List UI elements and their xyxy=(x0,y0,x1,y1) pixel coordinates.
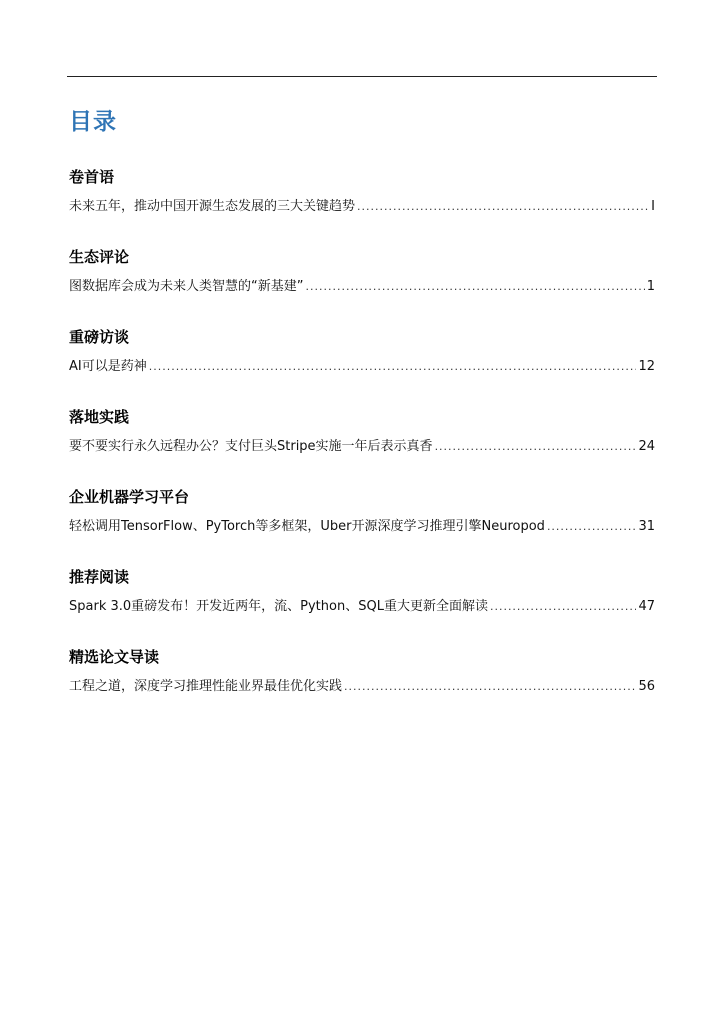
toc-section xyxy=(69,165,655,245)
toc-title: 目录 xyxy=(69,109,117,135)
dot-leader xyxy=(490,597,637,617)
section-heading: 生态评论 xyxy=(69,248,130,266)
toc-entry[interactable] xyxy=(69,197,655,217)
section-heading: 卷首语 xyxy=(69,168,115,186)
entry-title: 工程之道，深度学习推理性能业界最佳优化实践 xyxy=(69,679,343,694)
entry-title: AI可以是药神 xyxy=(69,359,147,374)
entry-title: Spark 3.0重磅发布！开发近两年，流、Python、SQL重大更新全面解读 xyxy=(69,599,488,614)
section-heading: 重磅访谈 xyxy=(69,328,130,346)
dot-leader xyxy=(435,437,637,457)
toc-section xyxy=(69,325,655,405)
toc-section xyxy=(69,405,655,485)
dot-leader xyxy=(305,277,644,297)
section-heading: 企业机器学习平台 xyxy=(69,488,190,506)
toc-entry[interactable] xyxy=(69,277,655,297)
page-number: 56 xyxy=(638,679,655,694)
dot-leader xyxy=(149,357,637,377)
entry-title: 轻松调用TensorFlow、PyTorch等多框架，Uber开源深度学习推理引擎Neuropod xyxy=(69,519,545,534)
dot-leader xyxy=(357,197,649,217)
toc-entry[interactable] xyxy=(69,597,655,617)
toc-section xyxy=(69,645,655,725)
dot-leader xyxy=(547,517,637,537)
toc-entry[interactable] xyxy=(69,357,655,377)
toc-entry[interactable] xyxy=(69,437,655,457)
page-number: 24 xyxy=(638,439,655,454)
section-heading: 落地实践 xyxy=(69,408,130,426)
page-number: 12 xyxy=(638,359,655,374)
section-heading: 精选论文导读 xyxy=(69,648,160,666)
page-number: I xyxy=(651,199,655,214)
entry-title: 图数据库会成为未来人类智慧的“新基建” xyxy=(69,279,304,294)
entry-title: 要不要实行永久远程办公？支付巨头Stripe实施一年后表示真香 xyxy=(69,439,433,454)
table-of-contents xyxy=(69,165,655,725)
toc-entry[interactable] xyxy=(69,517,655,537)
page-number: 31 xyxy=(638,519,655,534)
toc-section xyxy=(69,245,655,325)
section-heading: 推荐阅读 xyxy=(69,568,130,586)
toc-section xyxy=(69,565,655,645)
page-number: 1 xyxy=(646,279,655,294)
entry-title: 未来五年，推动中国开源生态发展的三大关键趋势 xyxy=(69,199,356,214)
page-number: 47 xyxy=(638,599,655,614)
dot-leader xyxy=(344,677,636,697)
toc-entry[interactable] xyxy=(69,677,655,697)
header-rule xyxy=(67,76,657,77)
toc-section xyxy=(69,485,655,565)
